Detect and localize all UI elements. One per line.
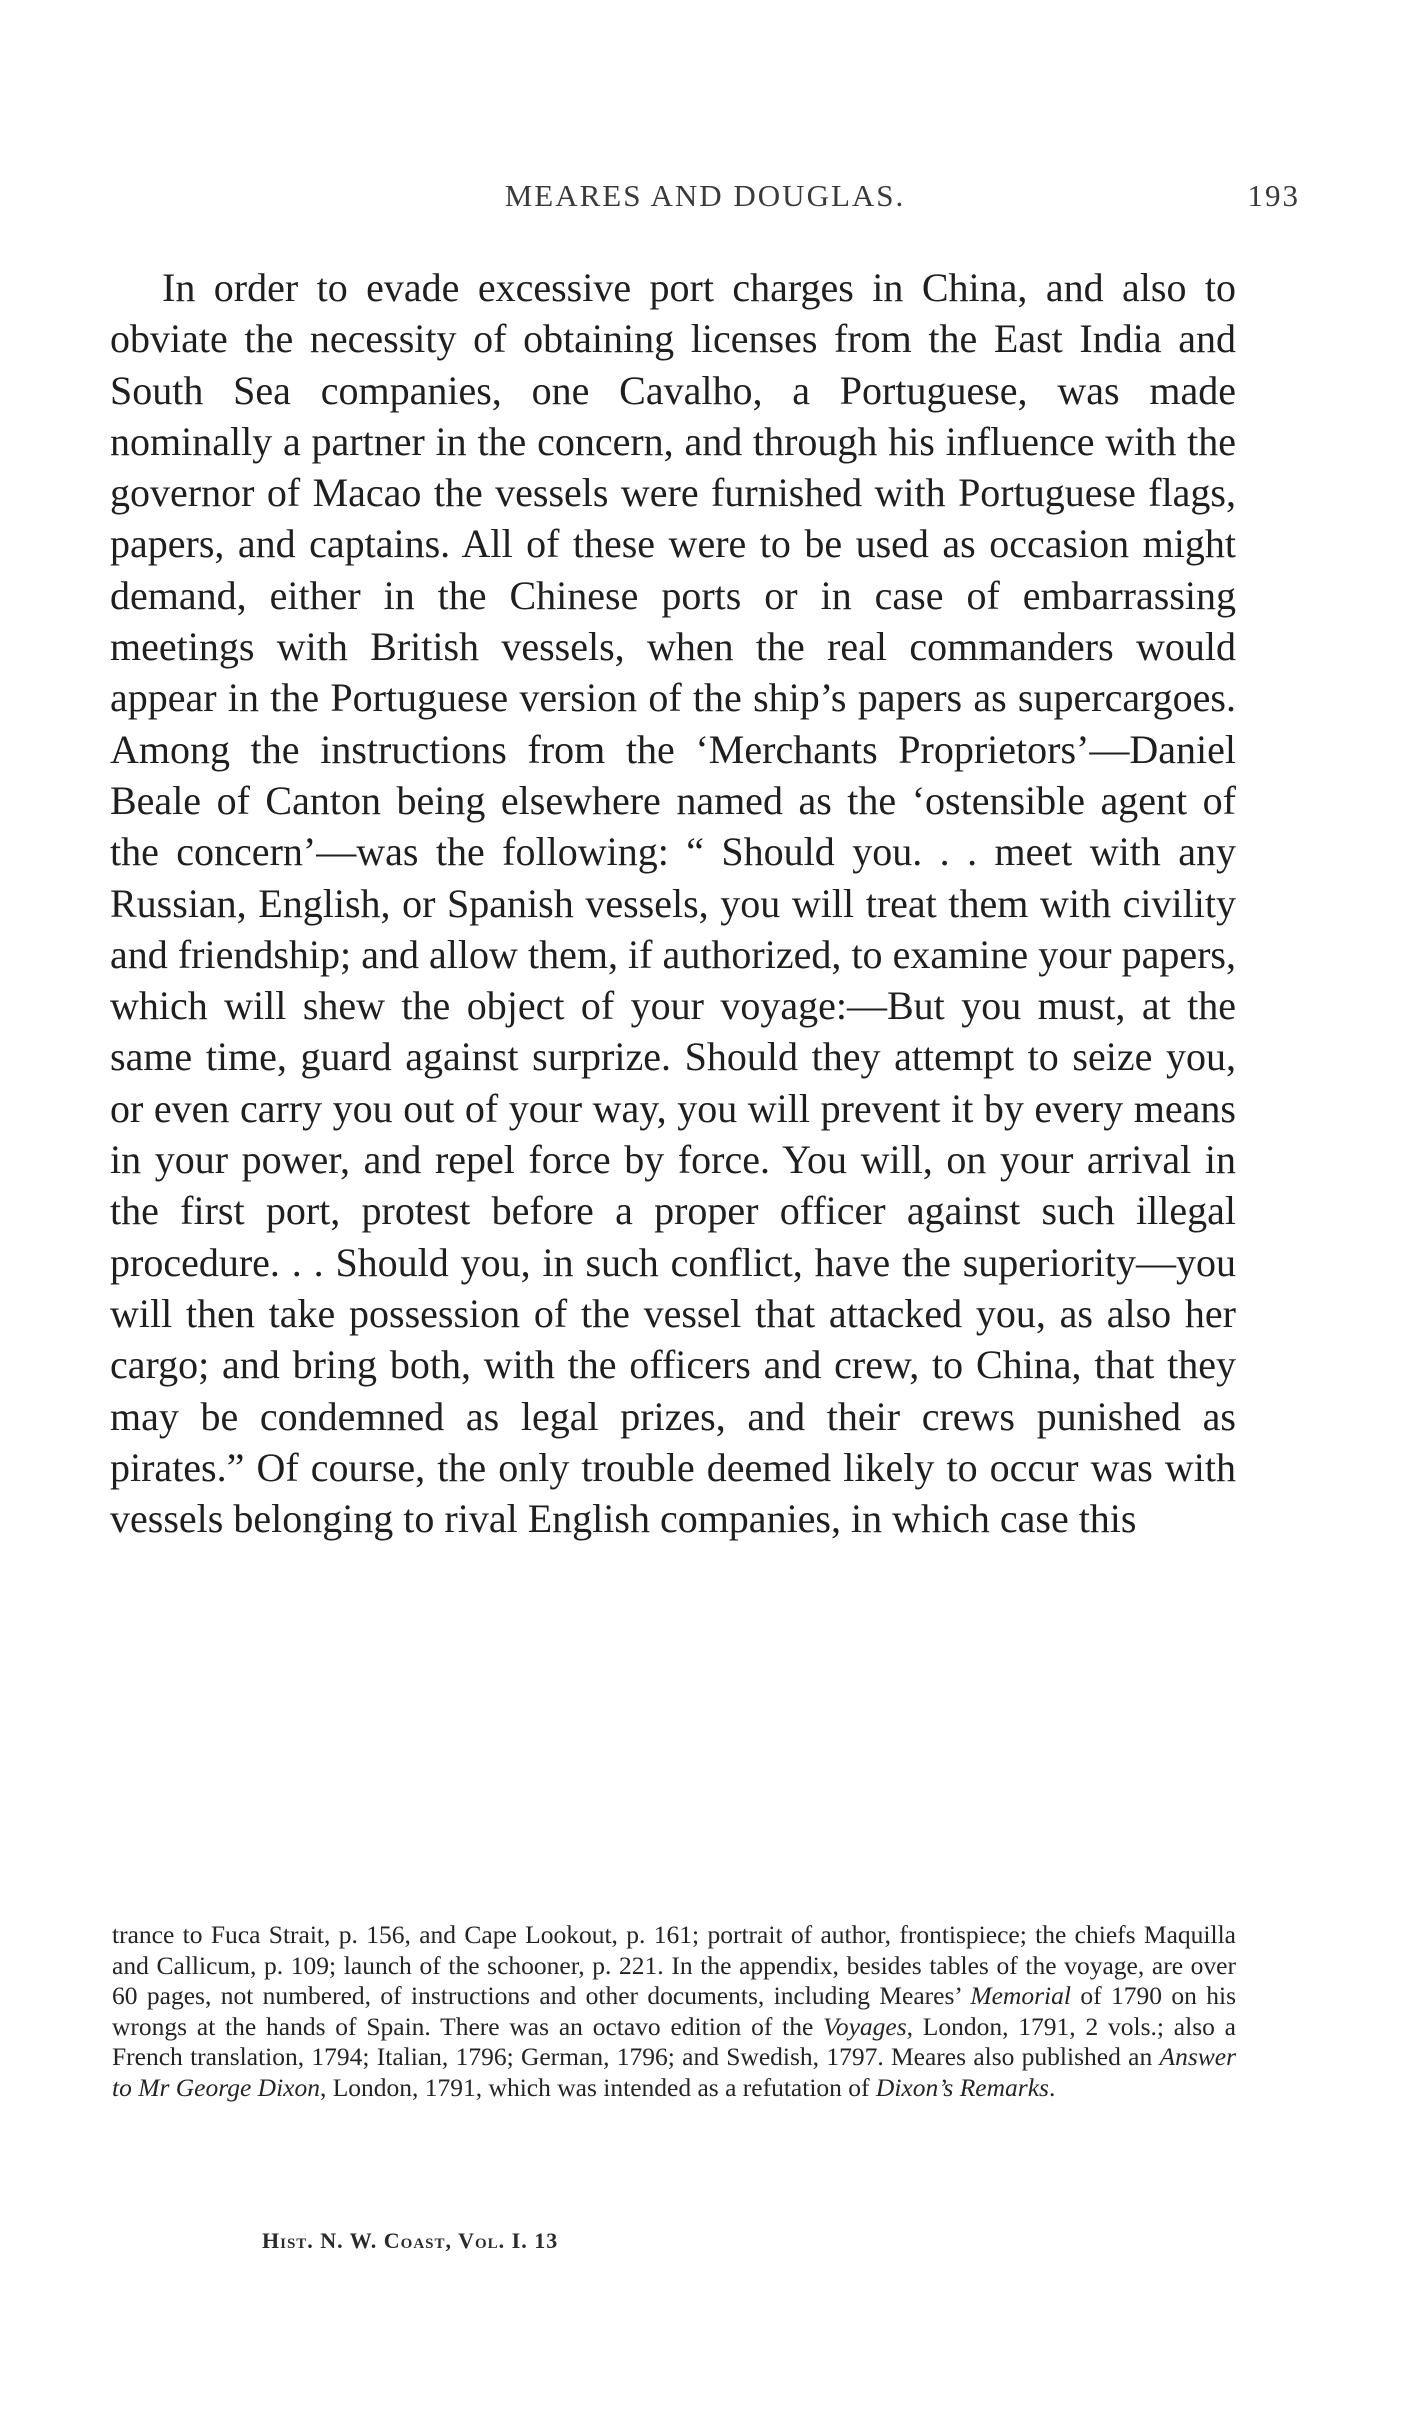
running-head	[110, 178, 1300, 218]
body-paragraph: In order to evade excessive port charges in China, and also to obviate the necessity of obtaining licenses from the East India and South Sea companies, one Cavalho, a Portuguese, was made nominally a partner in the concern, and through his influence with the governor of Macao the vessels were furnished with Portuguese flags, papers, and captains. All of these were to be used as occasion might demand, either in the Chinese ports or in case of embarrassing meetings with British vessels, when the real commanders would appear in the Portuguese version of the ship’s papers as supercargoes. Among the instructions from the ‘Merchants Proprietors’—Daniel Beale of Canton being elsewhere named as the ‘ostensible agent of the concern’—was the following: “ Should you. . . meet with any Russian, English, or Spanish vessels, you will treat them with civility and friendship; and allow them, if authorized, to examine your papers, which will shew the object of your voyage:—But you must, at the same time, guard against surprize. Should they attempt to seize you, or even carry you out of your way, you will prevent it by every means in your power, and repel force by force. You will, on your arrival in the first port, protest before a proper officer against such illegal procedure. . . Should you, in such conflict, have the superiority—you will then take possession of the vessel that attacked you, as also her cargo; and bring both, with the officers and crew, to China, that they may be condemned as legal prizes, and their crews punished as pirates.” Of course, the only trouble deemed likely to occur was with vessels belonging to rival English companies, in which case this	[110, 265, 1236, 1542]
footnote-italic-remarks: Dixon’s Remarks	[875, 2072, 1049, 2102]
footnote-text-1: trance to Fuca Strait, p. 156, and Cape Lookout, p. 161; portrait of author, frontispiece; the chiefs Maquilla and Callicum, p. 109; launch of the schooner, p. 221. In the appendix, besides tables of the voyage, are over 60 pages, not numbered, of instructions and other documents, including Meares’	[112, 1920, 1236, 2011]
signature-line: Hist. N. W. Coast, Vol. I. 13	[262, 2228, 559, 2253]
footnote-italic-voyages: Voyages	[823, 2011, 907, 2041]
footnote-text-4: , London, 1791, which was intended as a refutation of	[319, 2072, 876, 2102]
footnote-italic-memorial: Memorial	[970, 1981, 1071, 2011]
footnote-text-2: of 1790 on his wrongs at the hands of Spain. There was an octavo edition of the	[112, 1981, 1236, 2041]
footnote-italic-answer: Answer to Mr George Dixon	[112, 2042, 1236, 2102]
footnote-text-3: , London, 1791, 2 vols.; also a French translation, 1794; Italian, 1796; German, 1796; and Swedish, 1797. Meares also published an	[112, 2011, 1236, 2072]
footnote-text-5: .	[1048, 2072, 1056, 2102]
running-head-title: MEARES AND DOUGLAS.	[504, 178, 906, 213]
footnote	[112, 1920, 1236, 2104]
page-number: 193	[1247, 178, 1300, 213]
